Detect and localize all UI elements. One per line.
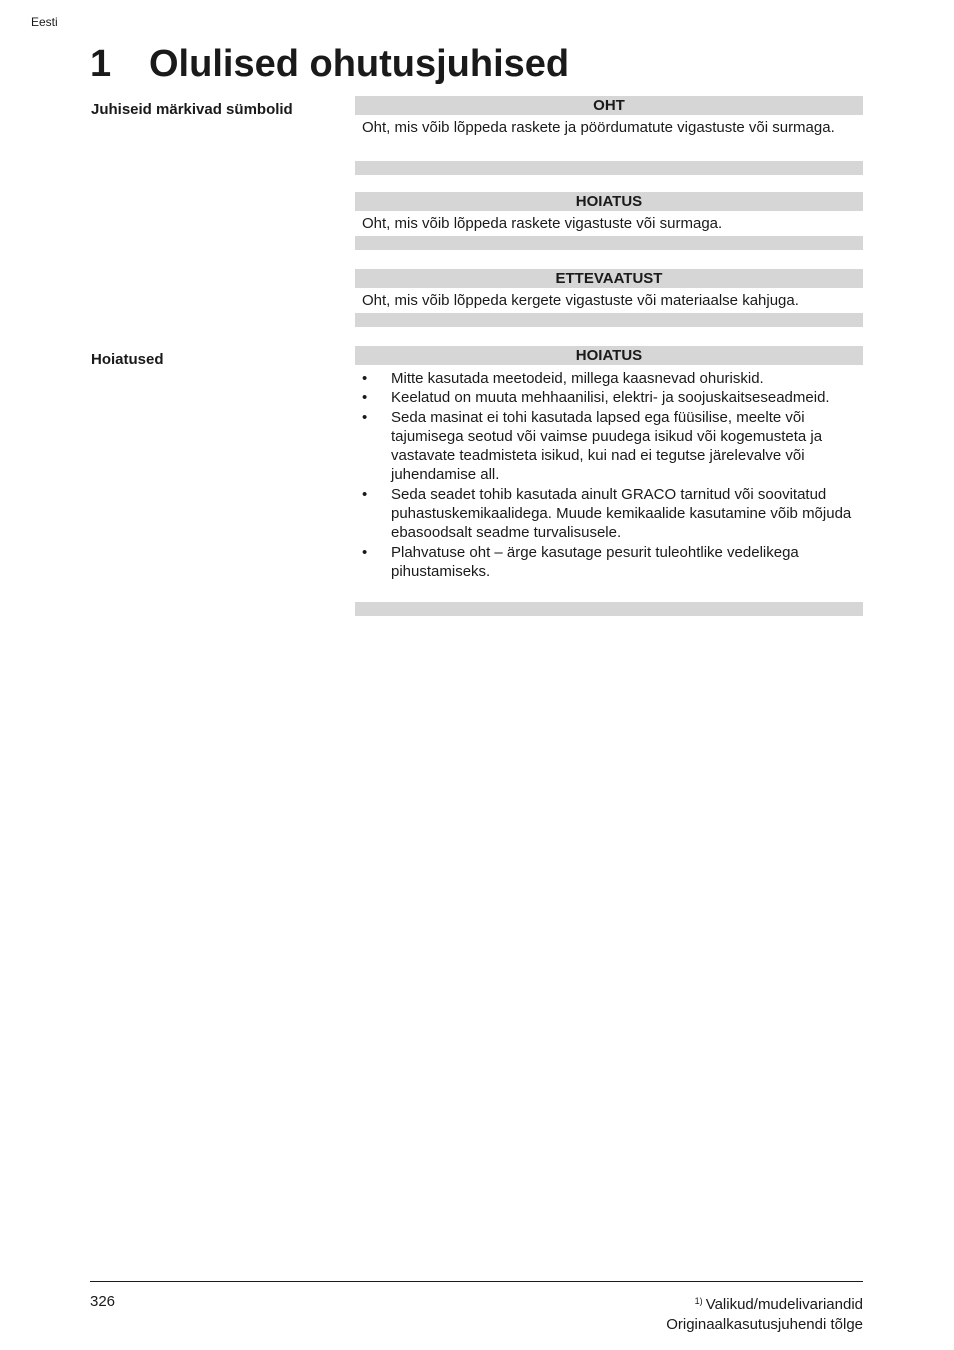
warnings-list-heading: HOIATUS xyxy=(355,346,863,365)
symbols-section-label: Juhiseid märkivad sümbolid xyxy=(91,101,293,118)
danger-heading: OHT xyxy=(355,96,863,115)
warnings-list xyxy=(355,365,863,602)
footer-notes xyxy=(666,1292,863,1334)
bullet-icon: • xyxy=(362,408,368,426)
list-item-text: Plahvatuse oht – ärge kasutage pesurit tuleohtlike vedelikega pihustamiseks. xyxy=(391,543,799,580)
chapter-number: 1 xyxy=(90,43,112,85)
chapter-title-text: Olulised ohutusjuhised xyxy=(149,43,570,85)
list-item xyxy=(355,543,857,582)
warning-heading: HOIATUS xyxy=(355,192,863,211)
warnings-list-footer-band xyxy=(355,602,863,616)
bullet-icon: • xyxy=(362,389,368,407)
warnings-section-label: Hoiatused xyxy=(91,351,164,368)
list-item xyxy=(355,485,857,543)
warnings-list-box xyxy=(355,346,863,616)
danger-box-footer-band xyxy=(355,161,863,175)
footnote-text: Valikud/mudelivariandid xyxy=(705,1296,863,1313)
bullet-icon: • xyxy=(362,543,368,561)
bullet-icon: • xyxy=(362,485,368,503)
warning-text: Oht, mis võib lõppeda raskete vigastuste või surmaga. xyxy=(362,215,723,232)
language-label: Eesti xyxy=(31,15,58,29)
danger-box xyxy=(355,96,863,175)
danger-text: Oht, mis võib lõppeda raskete ja pöördumatute vigastuste või surmaga. xyxy=(362,119,835,136)
footnote-marker: 1) xyxy=(694,1296,703,1306)
caution-box-footer-band xyxy=(355,313,863,327)
caution-box xyxy=(355,269,863,327)
bullet-icon: • xyxy=(362,370,368,387)
page-number: 326 xyxy=(90,1293,116,1310)
footer-divider xyxy=(90,1281,863,1282)
warning-box xyxy=(355,192,863,250)
translation-note: Originaalkasutusjuhendi tõlge xyxy=(666,1315,863,1333)
list-item xyxy=(355,408,857,485)
warning-box-footer-band xyxy=(355,236,863,250)
list-item xyxy=(355,369,857,388)
footnote xyxy=(666,1292,863,1315)
caution-text: Oht, mis võib lõppeda kergete vigastuste või materiaalse kahjuga. xyxy=(362,292,799,309)
caution-heading: ETTEVAATUST xyxy=(355,269,863,288)
list-item-text: Mitte kasutada meetodeid, millega kaasnevad ohuriskid. xyxy=(391,370,764,387)
list-item-text: Seda seadet tohib kasutada ainult GRACO tarnitud või soovitatud puhastuskemikaalidega. Muude kemikaalide kasutamine võib mõjuda ebasoodsalt seadme turvalisusele. xyxy=(391,485,852,542)
list-item xyxy=(355,388,857,407)
list-item-text: Seda masinat ei tohi kasutada lapsed ega füüsilise, meelte või tajumisega seotud või vaimse puudega isikud või kogemusteta ja vastavate teadmisteta isikud, kui nad ei tegutse järelevalve või juhendamise all. xyxy=(391,408,823,484)
list-item-text: Keelatud on muuta mehhaanilisi, elektri- ja soojuskaitseseadmeid. xyxy=(391,389,830,407)
chapter-title xyxy=(90,40,569,88)
